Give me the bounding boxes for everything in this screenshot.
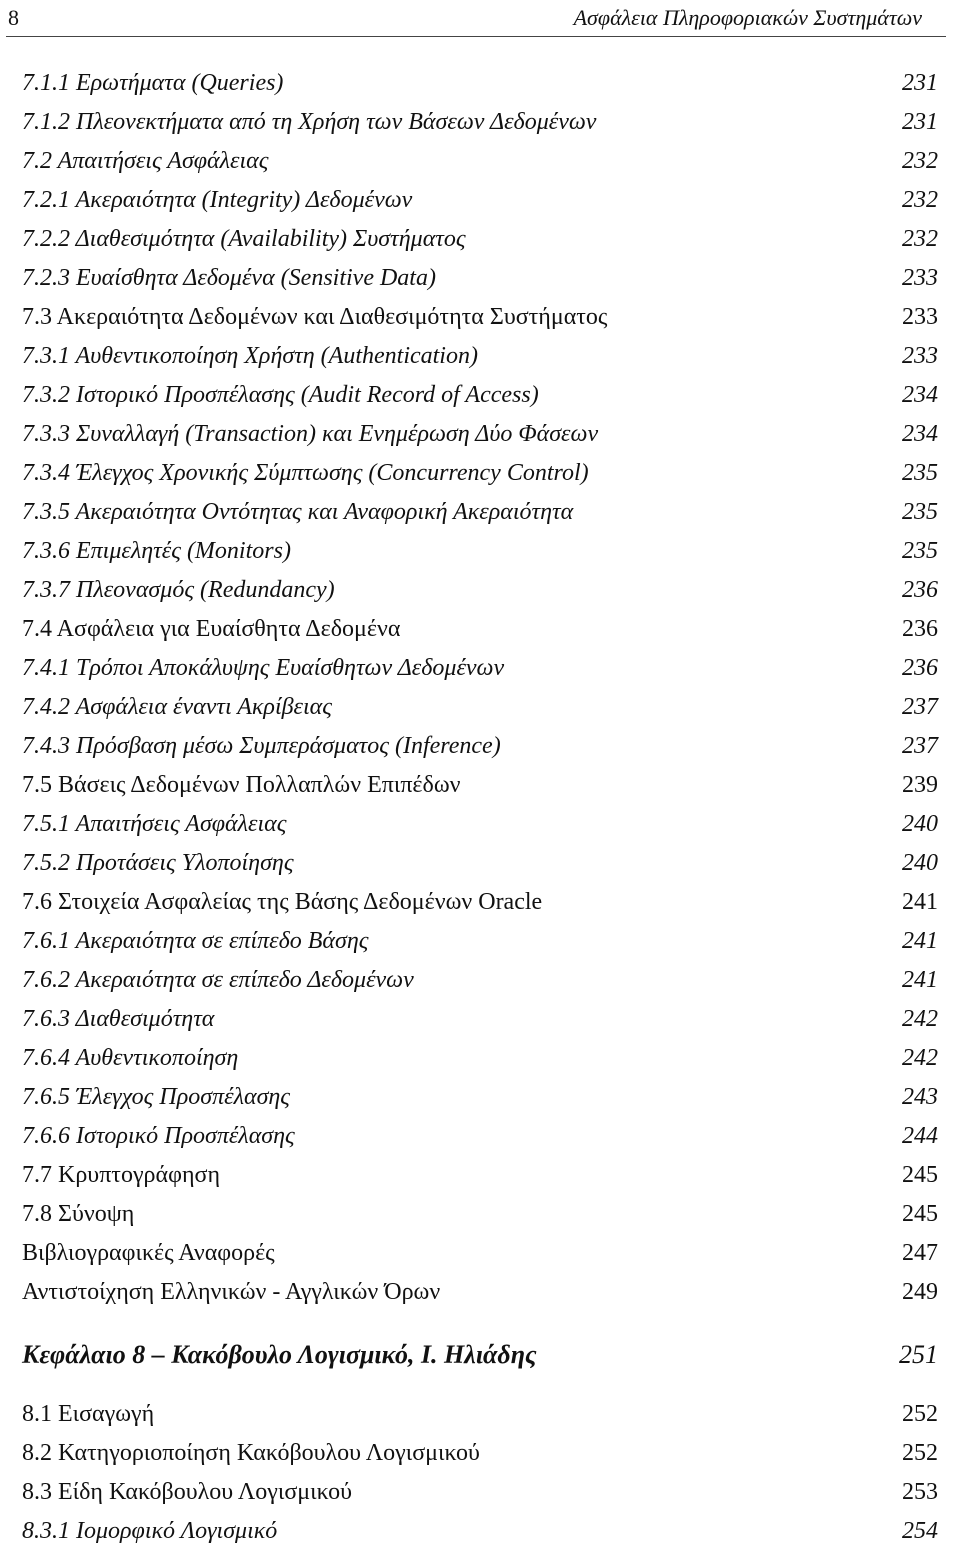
toc-entry-title: 7.5.2 Προτάσεις Υλοποίησης [22, 850, 294, 876]
toc-entry [22, 805, 938, 844]
header-rule [6, 36, 946, 37]
toc-entry-page: 237 [902, 733, 938, 759]
toc-entry-page: 251 [899, 1340, 938, 1369]
toc-entry-title: 7.3 Ακεραιότητα Δεδομένων και Διαθεσιμότητα Συστήματος [22, 304, 608, 330]
toc-entry-title: 7.3.3 Συναλλαγή (Transaction) και Ενημέρωση Δύο Φάσεων [22, 421, 599, 447]
toc-entry [22, 532, 938, 571]
toc-entry [22, 1078, 938, 1117]
toc-entry-title: 7.7 Κρυπτογράφηση [22, 1162, 220, 1188]
toc-entry [22, 1234, 938, 1273]
table-of-contents [22, 64, 938, 1551]
toc-entry [22, 1273, 938, 1312]
toc-entry [22, 1434, 938, 1473]
toc-entry [22, 259, 938, 298]
toc-entry-title: 7.1.1 Ερωτήματα (Queries) [22, 70, 284, 96]
toc-entry-title: 7.6 Στοιχεία Ασφαλείας της Βάσης Δεδομένων Oracle [22, 889, 543, 915]
toc-entry [22, 1512, 938, 1551]
toc-entry-page: 243 [902, 1084, 938, 1110]
toc-entry-title: 7.6.1 Ακεραιότητα σε επίπεδο Βάσης [22, 928, 369, 954]
toc-entry-title: 7.6.6 Ιστορικό Προσπέλασης [22, 1123, 295, 1149]
toc-entry-page: 231 [902, 70, 938, 96]
toc-entry [22, 220, 938, 259]
toc-entry-page: 247 [902, 1240, 938, 1266]
toc-entry-title: 7.3.6 Επιμελητές (Monitors) [22, 538, 291, 564]
toc-entry-page: 244 [902, 1123, 938, 1149]
toc-entry-page: 240 [902, 850, 938, 876]
toc-entry [22, 727, 938, 766]
toc-chapter-heading [22, 1312, 938, 1395]
toc-entry-title: 7.5.1 Απαιτήσεις Ασφάλειας [22, 811, 287, 837]
toc-entry [22, 1395, 938, 1434]
toc-entry-title: 7.1.2 Πλεονεκτήματα από τη Χρήση των Βάσεων Δεδομένων [22, 109, 597, 135]
toc-entry-page: 240 [902, 811, 938, 837]
toc-entry-title: 7.6.5 Έλεγχος Προσπέλασης [22, 1084, 291, 1110]
toc-entry [22, 571, 938, 610]
toc-entry-page: 254 [902, 1518, 938, 1544]
toc-entry-page: 235 [902, 499, 938, 525]
toc-entry [22, 1000, 938, 1039]
toc-entry [22, 454, 938, 493]
toc-entry-page: 236 [902, 616, 938, 642]
toc-entry [22, 142, 938, 181]
toc-entry [22, 1473, 938, 1512]
toc-entry-page: 245 [902, 1201, 938, 1227]
toc-entry-page: 234 [902, 382, 938, 408]
toc-entry [22, 688, 938, 727]
toc-entry-page: 233 [902, 304, 938, 330]
toc-entry [22, 103, 938, 142]
toc-entry-title: 7.2.3 Ευαίσθητα Δεδομένα (Sensitive Data) [22, 265, 436, 291]
toc-entry [22, 376, 938, 415]
toc-entry-title: 7.6.4 Αυθεντικοποίηση [22, 1045, 239, 1071]
toc-entry-title: 7.3.2 Ιστορικό Προσπέλασης (Audit Record of Access) [22, 382, 539, 408]
toc-entry-page: 234 [902, 421, 938, 447]
toc-entry-title: 7.2.1 Ακεραιότητα (Integrity) Δεδομένων [22, 187, 413, 213]
toc-entry-page: 252 [902, 1440, 938, 1466]
toc-entry-page: 249 [902, 1279, 938, 1305]
toc-entry-page: 232 [902, 148, 938, 174]
toc-entry-title: 7.3.4 Έλεγχος Χρονικής Σύμπτωσης (Concurrency Control) [22, 460, 589, 486]
toc-entry-title: 8.2 Κατηγοριοποίηση Κακόβουλου Λογισμικού [22, 1440, 480, 1466]
toc-entry-page: 252 [902, 1401, 938, 1427]
toc-entry-title: 8.3.1 Ιομορφικό Λογισμικό [22, 1518, 278, 1544]
toc-entry-title: 7.3.7 Πλεονασμός (Redundancy) [22, 577, 335, 603]
toc-entry-page: 235 [902, 538, 938, 564]
running-title: Ασφάλεια Πληροφοριακών Συστημάτων [573, 5, 922, 30]
toc-entry-page: 233 [902, 265, 938, 291]
toc-entry-title: 7.3.1 Αυθεντικοποίηση Χρήστη (Authentication) [22, 343, 478, 369]
toc-entry [22, 1195, 938, 1234]
toc-entry-page: 233 [902, 343, 938, 369]
toc-entry-title: Βιβλιογραφικές Αναφορές [22, 1240, 275, 1266]
toc-entry-page: 241 [902, 889, 938, 915]
toc-entry-title: 8.3 Είδη Κακόβουλου Λογισμικού [22, 1479, 353, 1505]
toc-entry-page: 232 [902, 226, 938, 252]
toc-entry-title: 7.6.2 Ακεραιότητα σε επίπεδο Δεδομένων [22, 967, 414, 993]
toc-entry-title: 7.6.3 Διαθεσιμότητα [22, 1006, 215, 1032]
toc-entry-title: Αντιστοίχηση Ελληνικών - Αγγλικών Όρων [22, 1279, 441, 1305]
toc-entry-title: 8.1 Εισαγωγή [22, 1401, 155, 1427]
toc-entry [22, 1039, 938, 1078]
toc-entry-title: 7.2 Απαιτήσεις Ασφάλειας [22, 148, 269, 174]
toc-entry-title: 7.4 Ασφάλεια για Ευαίσθητα Δεδομένα [22, 616, 401, 642]
toc-entry-page: 232 [902, 187, 938, 213]
toc-entry [22, 64, 938, 103]
toc-entry [22, 181, 938, 220]
toc-entry-page: 241 [902, 967, 938, 993]
toc-entry [22, 1117, 938, 1156]
toc-entry-page: 236 [902, 655, 938, 681]
page-header [0, 0, 960, 40]
toc-entry [22, 298, 938, 337]
toc-entry-page: 241 [902, 928, 938, 954]
toc-entry-page: 242 [902, 1045, 938, 1071]
toc-entry [22, 1156, 938, 1195]
toc-entry-page: 239 [902, 772, 938, 798]
toc-entry-title: 7.4.2 Ασφάλεια έναντι Ακρίβειας [22, 694, 333, 720]
toc-entry-page: 242 [902, 1006, 938, 1032]
toc-entry [22, 961, 938, 1000]
toc-entry-title: 7.4.3 Πρόσβαση μέσω Συμπεράσματος (Inference) [22, 733, 501, 759]
toc-entry [22, 493, 938, 532]
toc-entry [22, 766, 938, 805]
toc-entry-page: 253 [902, 1479, 938, 1505]
toc-entry [22, 415, 938, 454]
toc-entry-title: Κεφάλαιο 8 – Κακόβουλο Λογισμικό, Ι. Ηλιάδης [22, 1340, 537, 1369]
toc-entry-title: 7.2.2 Διαθεσιμότητα (Availability) Συστήματος [22, 226, 466, 252]
toc-entry-title: 7.8 Σύνοψη [22, 1201, 135, 1227]
toc-entry [22, 883, 938, 922]
toc-entry [22, 649, 938, 688]
toc-entry-title: 7.3.5 Ακεραιότητα Οντότητας και Αναφορική Ακεραιότητα [22, 499, 574, 525]
toc-entry [22, 922, 938, 961]
toc-entry-title: 7.4.1 Τρόποι Αποκάλυψης Ευαίσθητων Δεδομένων [22, 655, 505, 681]
page-number: 8 [8, 5, 19, 30]
toc-entry-page: 245 [902, 1162, 938, 1188]
toc-entry-page: 235 [902, 460, 938, 486]
toc-entry-title: 7.5 Βάσεις Δεδομένων Πολλαπλών Επιπέδων [22, 772, 461, 798]
toc-entry [22, 610, 938, 649]
toc-entry-page: 236 [902, 577, 938, 603]
toc-entry [22, 844, 938, 883]
toc-entry-page: 231 [902, 109, 938, 135]
toc-entry-page: 237 [902, 694, 938, 720]
toc-entry [22, 337, 938, 376]
